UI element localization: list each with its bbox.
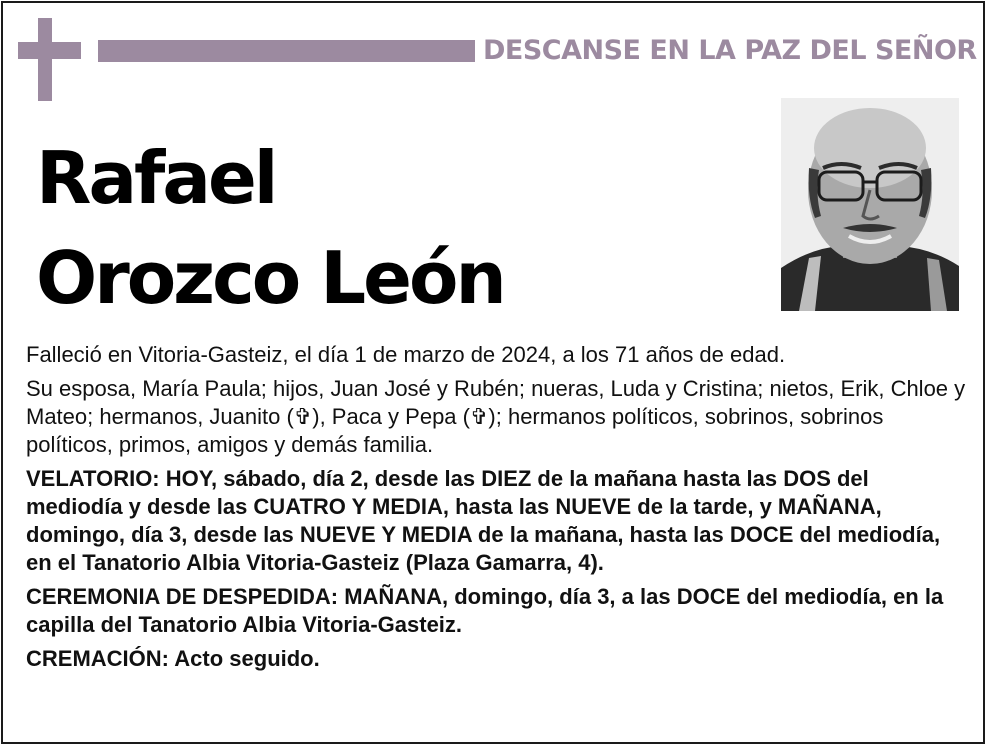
deceased-first-name: Rafael — [36, 136, 276, 220]
cross-icon-horizontal — [18, 42, 81, 59]
obituary-frame — [1, 1, 985, 744]
header-title: DESCANSE EN LA PAZ DEL SEÑOR — [483, 35, 977, 66]
header-bar — [98, 40, 475, 62]
portrait-photo — [781, 98, 959, 311]
family-list: Su esposa, María Paula; hijos, Juan José y Rubén; nueras, Luda y Cristina; nietos, Erik, Chloe y Mateo; hermanos, Juanito (✞), Paca y Pepa (✞); hermanos políticos, sobrinos, sobrinos políticos, primos, amigos y demás familia. — [26, 376, 966, 457]
deceased-last-name: Orozco León — [36, 236, 504, 320]
death-notice: Falleció en Vitoria-Gasteiz, el día 1 de marzo de 2024, a los 71 años de edad. — [26, 342, 786, 367]
obituary-body — [26, 341, 971, 679]
wake-details: VELATORIO: HOY, sábado, día 2, desde las DIEZ de la mañana hasta las DOS del mediodía y desde las CUATRO Y MEDIA, hasta las NUEVE de la tarde, y MAÑANA, domingo, día 3, desde las NUEVE Y MEDIA de la mañana, hasta las DOCE del mediodía, en el Tanatorio Albia Vitoria-Gasteiz (Plaza Gamarra, 4). — [26, 466, 941, 575]
cremation-details: CREMACIÓN: Acto seguido. — [26, 646, 320, 671]
cross-icon-vertical — [38, 18, 52, 101]
portrait-photo-icon — [781, 98, 959, 311]
ceremony-details: CEREMONIA DE DESPEDIDA: MAÑANA, domingo, día 3, a las DOCE del mediodía, en la capilla del Tanatorio Albia Vitoria-Gasteiz. — [26, 584, 944, 637]
